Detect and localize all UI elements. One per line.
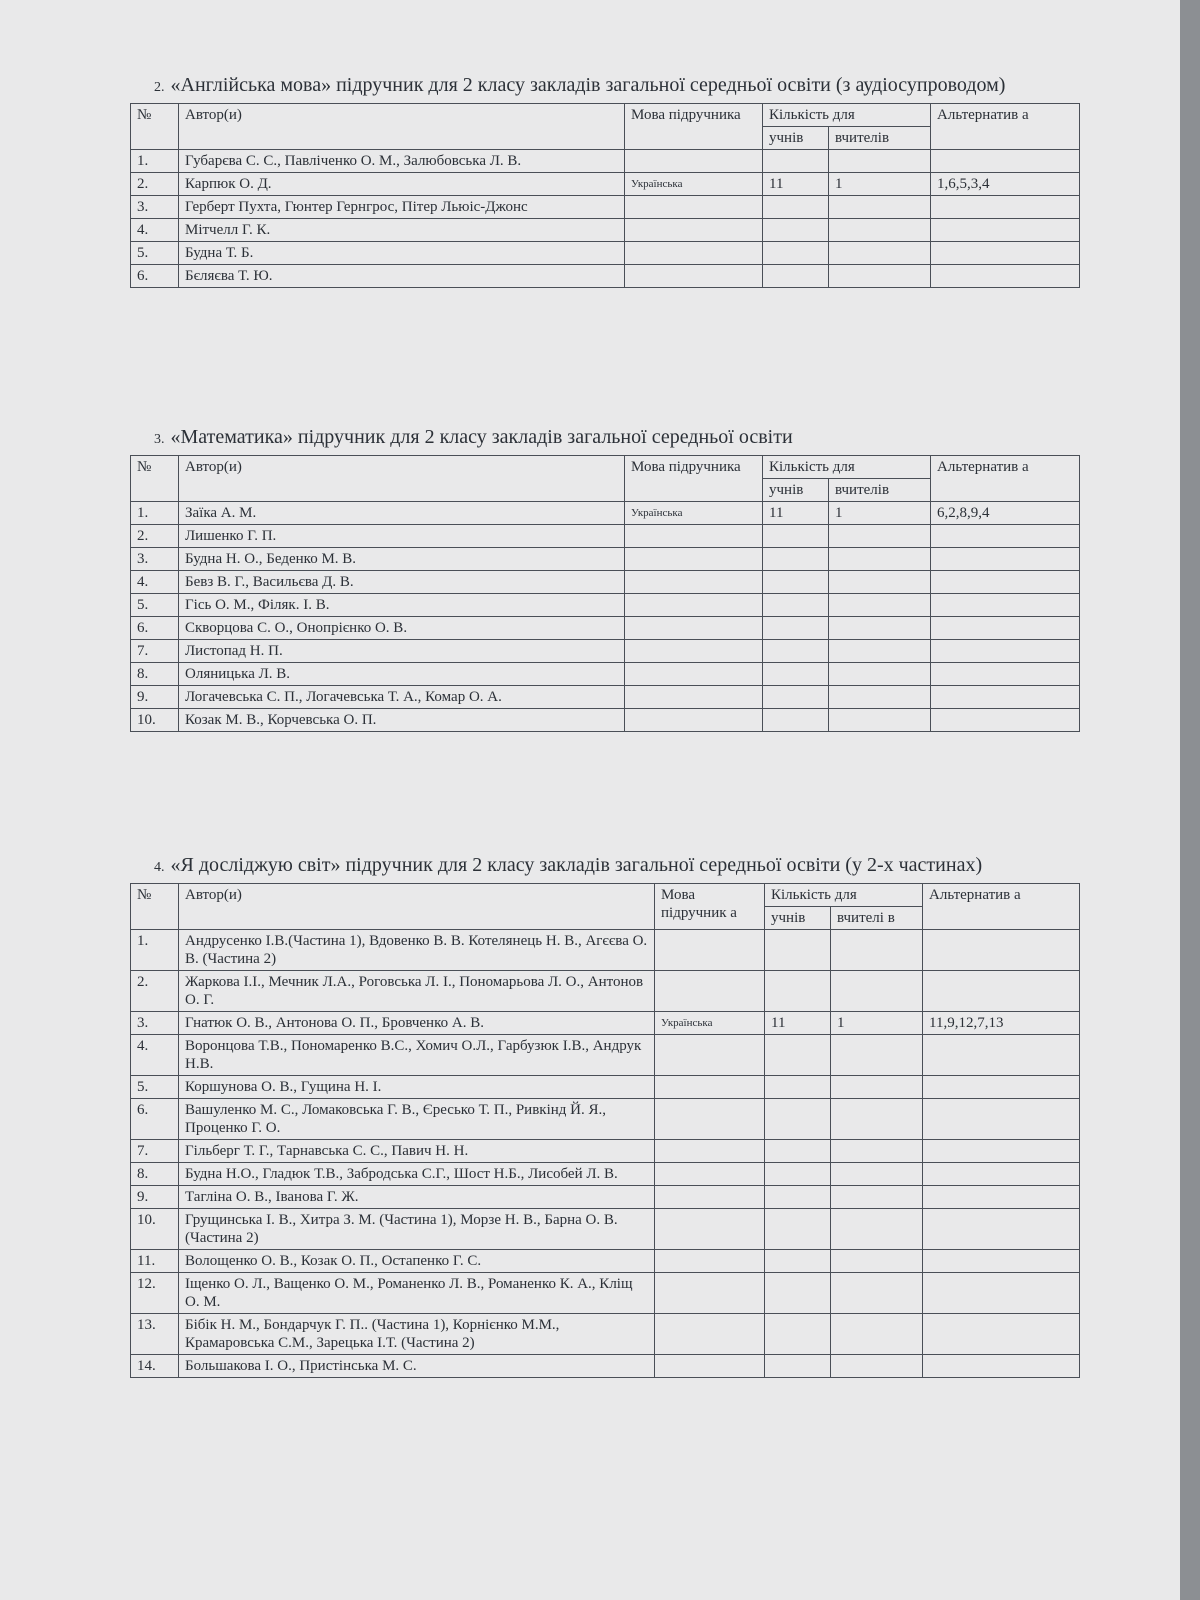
language-cell — [625, 242, 763, 265]
teachers-count-cell — [831, 1314, 923, 1355]
teachers-count-cell — [829, 265, 931, 288]
teachers-count-cell — [831, 1163, 923, 1186]
row-number-cell: 1. — [131, 502, 179, 525]
alternative-cell — [923, 930, 1080, 971]
alternative-cell — [931, 219, 1080, 242]
pupils-count-cell — [765, 1355, 831, 1378]
teachers-count-cell — [831, 1035, 923, 1076]
col-qty-header: Кількість для — [763, 456, 931, 479]
pupils-count-cell — [763, 219, 829, 242]
row-number-cell: 12. — [131, 1273, 179, 1314]
row-number-cell: 7. — [131, 1140, 179, 1163]
teachers-count-cell — [829, 242, 931, 265]
alternative-cell — [923, 1076, 1080, 1099]
row-number-cell: 2. — [131, 173, 179, 196]
pupils-count-cell — [765, 1273, 831, 1314]
alternative-cell — [931, 242, 1080, 265]
language-cell — [625, 525, 763, 548]
alternative-cell — [931, 265, 1080, 288]
teachers-count-cell — [829, 617, 931, 640]
header-row — [131, 104, 1080, 127]
table-row — [131, 663, 1080, 686]
row-number-cell: 1. — [131, 930, 179, 971]
teachers-count-cell — [829, 150, 931, 173]
col-qty-header: Кількість для — [763, 104, 931, 127]
row-number-cell: 4. — [131, 219, 179, 242]
language-cell — [625, 265, 763, 288]
pupils-count-cell — [765, 1314, 831, 1355]
alternative-cell — [931, 571, 1080, 594]
alternative-cell — [931, 709, 1080, 732]
authors-cell: Большакова І. О., Пристінська М. С. — [179, 1355, 655, 1378]
pupils-count-cell — [763, 640, 829, 663]
pupils-count-cell — [765, 1186, 831, 1209]
table-row — [131, 1012, 1080, 1035]
alternative-cell: 11,9,12,7,13 — [923, 1012, 1080, 1035]
alternative-cell — [923, 971, 1080, 1012]
section-title: «Я досліджую світ» підручник для 2 класу закладів загальної середньої освіти (у 2-х частинах) — [170, 854, 983, 876]
authors-cell: Будна Н. О., Беденко М. В. — [179, 548, 625, 571]
alternative-cell — [931, 686, 1080, 709]
table-row — [131, 1250, 1080, 1273]
teachers-count-cell — [829, 709, 931, 732]
table-row — [131, 1035, 1080, 1076]
authors-cell: Гнатюк О. В., Антонова О. П., Бровченко А. В. — [179, 1012, 655, 1035]
authors-cell: Гільберг Т. Г., Тарнавська С. С., Павич Н. Н. — [179, 1140, 655, 1163]
alternative-cell — [931, 663, 1080, 686]
pupils-count-cell — [765, 971, 831, 1012]
row-number-cell: 8. — [131, 663, 179, 686]
table-row — [131, 1076, 1080, 1099]
alternative-cell — [923, 1209, 1080, 1250]
language-cell — [655, 930, 765, 971]
table-row — [131, 1186, 1080, 1209]
header-row — [131, 456, 1080, 479]
col-no-header: № — [131, 456, 179, 502]
table-row — [131, 1099, 1080, 1140]
alternative-cell — [923, 1140, 1080, 1163]
authors-cell: Листопад Н. П. — [179, 640, 625, 663]
teachers-count-cell — [831, 1250, 923, 1273]
pupils-count-cell — [763, 663, 829, 686]
col-qty-header: Кількість для — [765, 884, 923, 907]
table-row — [131, 594, 1080, 617]
pupils-count-cell — [765, 1076, 831, 1099]
teachers-count-cell — [831, 1076, 923, 1099]
teachers-count-cell — [831, 1186, 923, 1209]
col-teachers-header: вчителів — [829, 479, 931, 502]
table-math — [130, 455, 1080, 732]
teachers-count-cell — [829, 686, 931, 709]
teachers-count-cell — [831, 971, 923, 1012]
table-row — [131, 971, 1080, 1012]
language-cell — [625, 150, 763, 173]
pupils-count-cell — [763, 686, 829, 709]
row-number-cell: 5. — [131, 1076, 179, 1099]
table-row — [131, 265, 1080, 288]
language-cell — [655, 1250, 765, 1273]
teachers-count-cell — [829, 525, 931, 548]
section-english — [130, 74, 1080, 288]
section-heading — [154, 74, 1080, 99]
authors-cell: Герберт Пухта, Гюнтер Гернгрос, Пітер Льюіс-Джонс — [179, 196, 625, 219]
col-teachers-header: вчителів — [829, 127, 931, 150]
section-title: «Математика» підручник для 2 класу закладів загальної середньої освіти — [170, 426, 793, 448]
authors-cell: Мітчелл Г. К. — [179, 219, 625, 242]
authors-cell: Бєляєва Т. Ю. — [179, 265, 625, 288]
col-no-header: № — [131, 104, 179, 150]
language-cell — [655, 1209, 765, 1250]
section-math — [130, 426, 1080, 732]
pupils-count-cell: 11 — [763, 173, 829, 196]
table-row — [131, 640, 1080, 663]
alternative-cell — [923, 1314, 1080, 1355]
teachers-count-cell — [831, 1273, 923, 1314]
col-authors-header: Автор(и) — [179, 884, 655, 930]
pupils-count-cell — [763, 196, 829, 219]
language-cell — [625, 196, 763, 219]
language-cell — [655, 1163, 765, 1186]
col-authors-header: Автор(и) — [179, 104, 625, 150]
row-number-cell: 1. — [131, 150, 179, 173]
language-cell — [655, 1099, 765, 1140]
table-english — [130, 103, 1080, 288]
authors-cell: Скворцова С. О., Онопрієнко О. В. — [179, 617, 625, 640]
pupils-count-cell — [763, 265, 829, 288]
alternative-cell — [931, 150, 1080, 173]
authors-cell: Гісь О. М., Філяк. І. В. — [179, 594, 625, 617]
language-cell — [625, 594, 763, 617]
row-number-cell: 10. — [131, 709, 179, 732]
table-row — [131, 219, 1080, 242]
section-number: 3. — [154, 432, 165, 447]
col-alt-header: Альтернатив а — [931, 456, 1080, 502]
row-number-cell: 6. — [131, 265, 179, 288]
pupils-count-cell — [763, 594, 829, 617]
authors-cell: Воронцова Т.В., Пономаренко В.С., Хомич О.Л., Гарбузюк І.В., Андрук Н.В. — [179, 1035, 655, 1076]
language-cell — [655, 1186, 765, 1209]
authors-cell: Коршунова О. В., Гущина Н. І. — [179, 1076, 655, 1099]
col-lang-header: Мова підручника — [625, 456, 763, 502]
table-row — [131, 242, 1080, 265]
table-row — [131, 617, 1080, 640]
authors-cell: Вашуленко М. С., Ломаковська Г. В., Єресько Т. П., Ривкінд Й. Я., Проценко Г. О. — [179, 1099, 655, 1140]
authors-cell: Андрусенко І.В.(Частина 1), Вдовенко В. В. Котелянець Н. В., Агєєва О. В. (Частина 2) — [179, 930, 655, 971]
table-row — [131, 1314, 1080, 1355]
teachers-count-cell — [829, 571, 931, 594]
authors-cell: Грущинська І. В., Хитра З. М. (Частина 1), Морзе Н. В., Барна О. В. (Частина 2) — [179, 1209, 655, 1250]
table-body — [131, 150, 1080, 288]
table-row — [131, 1209, 1080, 1250]
language-cell — [625, 571, 763, 594]
alternative-cell — [931, 525, 1080, 548]
authors-cell: Лишенко Г. П. — [179, 525, 625, 548]
table-body — [131, 502, 1080, 732]
language-cell — [625, 686, 763, 709]
col-alt-header: Альтернатив а — [923, 884, 1080, 930]
table-world — [130, 883, 1080, 1378]
pupils-count-cell — [763, 571, 829, 594]
alternative-cell: 6,2,8,9,4 — [931, 502, 1080, 525]
section-heading — [154, 854, 1080, 879]
alternative-cell — [931, 617, 1080, 640]
table-row — [131, 1273, 1080, 1314]
teachers-count-cell: 1 — [829, 502, 931, 525]
language-cell: Українська — [625, 502, 763, 525]
pupils-count-cell — [763, 617, 829, 640]
header-row — [131, 884, 1080, 907]
col-lang-header: Мова підручник а — [655, 884, 765, 930]
authors-cell: Заїка А. М. — [179, 502, 625, 525]
alternative-cell — [923, 1186, 1080, 1209]
table-row — [131, 1140, 1080, 1163]
row-number-cell: 14. — [131, 1355, 179, 1378]
language-cell — [655, 1076, 765, 1099]
language-cell — [625, 219, 763, 242]
table-row — [131, 930, 1080, 971]
authors-cell: Логачевська С. П., Логачевська Т. А., Комар О. А. — [179, 686, 625, 709]
alternative-cell — [923, 1250, 1080, 1273]
language-cell — [655, 971, 765, 1012]
pupils-count-cell — [765, 1035, 831, 1076]
alternative-cell: 1,6,5,3,4 — [931, 173, 1080, 196]
pupils-count-cell: 11 — [763, 502, 829, 525]
authors-cell: Карпюк О. Д. — [179, 173, 625, 196]
row-number-cell: 6. — [131, 617, 179, 640]
row-number-cell: 2. — [131, 525, 179, 548]
teachers-count-cell — [831, 1140, 923, 1163]
pupils-count-cell — [765, 930, 831, 971]
teachers-count-cell — [829, 196, 931, 219]
teachers-count-cell — [829, 640, 931, 663]
language-cell — [655, 1355, 765, 1378]
language-cell — [625, 617, 763, 640]
section-number: 4. — [154, 860, 165, 875]
pupils-count-cell — [765, 1209, 831, 1250]
row-number-cell: 2. — [131, 971, 179, 1012]
row-number-cell: 7. — [131, 640, 179, 663]
table-row — [131, 686, 1080, 709]
teachers-count-cell — [829, 548, 931, 571]
alternative-cell — [923, 1163, 1080, 1186]
authors-cell: Іщенко О. Л., Ващенко О. М., Романенко Л. В., Романенко К. А., Кліщ О. М. — [179, 1273, 655, 1314]
pupils-count-cell — [763, 548, 829, 571]
row-number-cell: 13. — [131, 1314, 179, 1355]
teachers-count-cell — [831, 1099, 923, 1140]
teachers-count-cell — [831, 930, 923, 971]
authors-cell: Будна Т. Б. — [179, 242, 625, 265]
authors-cell: Губарєва С. С., Павліченко О. М., Залюбовська Л. В. — [179, 150, 625, 173]
authors-cell: Козак М. В., Корчевська О. П. — [179, 709, 625, 732]
table-row — [131, 571, 1080, 594]
language-cell — [655, 1273, 765, 1314]
teachers-count-cell: 1 — [831, 1012, 923, 1035]
row-number-cell: 3. — [131, 196, 179, 219]
teachers-count-cell — [831, 1355, 923, 1378]
row-number-cell: 4. — [131, 1035, 179, 1076]
table-row — [131, 525, 1080, 548]
teachers-count-cell — [829, 594, 931, 617]
section-world — [130, 854, 1080, 1378]
table-row — [131, 1163, 1080, 1186]
pupils-count-cell — [765, 1140, 831, 1163]
alternative-cell — [923, 1355, 1080, 1378]
section-heading — [154, 426, 1080, 451]
language-cell — [655, 1035, 765, 1076]
col-no-header: № — [131, 884, 179, 930]
pupils-count-cell — [763, 525, 829, 548]
language-cell — [625, 709, 763, 732]
authors-cell: Будна Н.О., Гладюк Т.В., Забродська С.Г., Шост Н.Б., Лисобей Л. В. — [179, 1163, 655, 1186]
col-pupils-header: учнів — [765, 907, 831, 930]
row-number-cell: 5. — [131, 242, 179, 265]
alternative-cell — [923, 1099, 1080, 1140]
col-teachers-header: вчителі в — [831, 907, 923, 930]
teachers-count-cell — [829, 219, 931, 242]
row-number-cell: 3. — [131, 1012, 179, 1035]
teachers-count-cell: 1 — [829, 173, 931, 196]
row-number-cell: 11. — [131, 1250, 179, 1273]
table-row — [131, 150, 1080, 173]
authors-cell: Тагліна О. В., Іванова Г. Ж. — [179, 1186, 655, 1209]
row-number-cell: 10. — [131, 1209, 179, 1250]
language-cell: Українська — [655, 1012, 765, 1035]
pupils-count-cell: 11 — [765, 1012, 831, 1035]
pupils-count-cell — [765, 1250, 831, 1273]
row-number-cell: 4. — [131, 571, 179, 594]
authors-cell: Бевз В. Г., Васильєва Д. В. — [179, 571, 625, 594]
language-cell: Українська — [625, 173, 763, 196]
row-number-cell: 9. — [131, 1186, 179, 1209]
row-number-cell: 3. — [131, 548, 179, 571]
pupils-count-cell — [763, 150, 829, 173]
pupils-count-cell — [763, 242, 829, 265]
authors-cell: Бібік Н. М., Бондарчук Г. П.. (Частина 1), Корнієнко М.М., Крамаровська С.М., Зарецька І.Т. (Частина 2) — [179, 1314, 655, 1355]
table-row — [131, 196, 1080, 219]
language-cell — [625, 548, 763, 571]
col-lang-header: Мова підручника — [625, 104, 763, 150]
section-number: 2. — [154, 80, 165, 95]
language-cell — [625, 640, 763, 663]
language-cell — [655, 1314, 765, 1355]
alternative-cell — [931, 640, 1080, 663]
teachers-count-cell — [831, 1209, 923, 1250]
row-number-cell: 8. — [131, 1163, 179, 1186]
table-row — [131, 1355, 1080, 1378]
authors-cell: Жаркова І.І., Мечник Л.А., Роговська Л. І., Пономарьова Л. О., Антонов О. Г. — [179, 971, 655, 1012]
alternative-cell — [931, 548, 1080, 571]
pupils-count-cell — [765, 1163, 831, 1186]
alternative-cell — [931, 196, 1080, 219]
authors-cell: Оляницька Л. В. — [179, 663, 625, 686]
row-number-cell: 9. — [131, 686, 179, 709]
alternative-cell — [931, 594, 1080, 617]
section-title: «Англійська мова» підручник для 2 класу закладів загальної середньої освіти (з аудіосупроводом) — [170, 74, 1006, 96]
col-alt-header: Альтернатив а — [931, 104, 1080, 150]
pupils-count-cell — [763, 709, 829, 732]
col-authors-header: Автор(и) — [179, 456, 625, 502]
pupils-count-cell — [765, 1099, 831, 1140]
table-body — [131, 930, 1080, 1378]
table-row — [131, 502, 1080, 525]
authors-cell: Волощенко О. В., Козак О. П., Остапенко Г. С. — [179, 1250, 655, 1273]
table-row — [131, 548, 1080, 571]
col-pupils-header: учнів — [763, 479, 829, 502]
row-number-cell: 6. — [131, 1099, 179, 1140]
row-number-cell: 5. — [131, 594, 179, 617]
teachers-count-cell — [829, 663, 931, 686]
table-row — [131, 709, 1080, 732]
col-pupils-header: учнів — [763, 127, 829, 150]
language-cell — [655, 1140, 765, 1163]
table-row — [131, 173, 1080, 196]
language-cell — [625, 663, 763, 686]
alternative-cell — [923, 1035, 1080, 1076]
alternative-cell — [923, 1273, 1080, 1314]
